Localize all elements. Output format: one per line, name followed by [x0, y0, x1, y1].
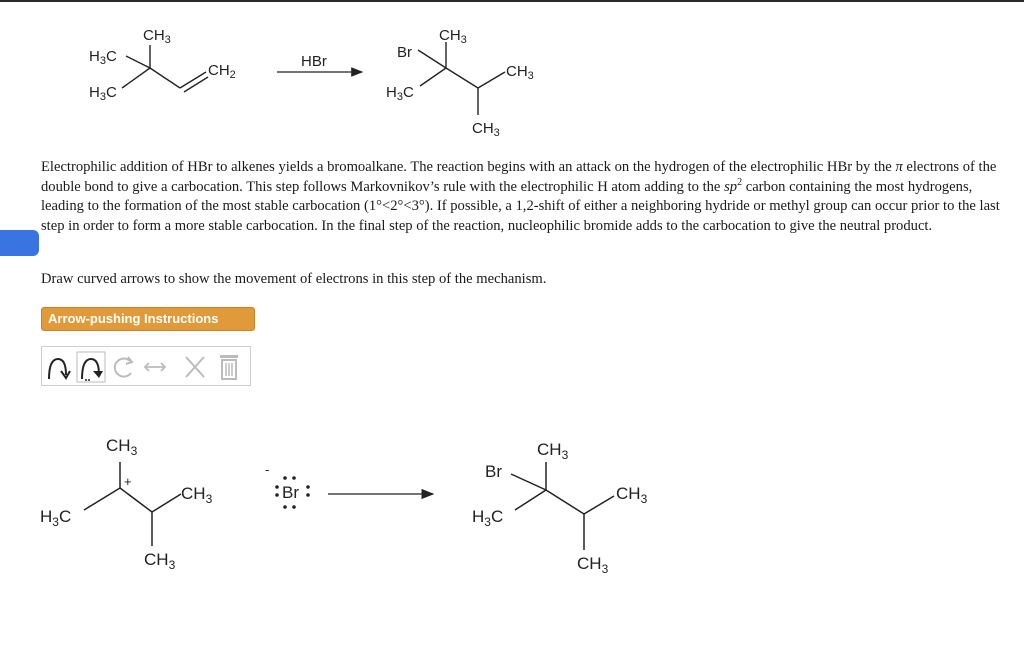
top-product-ch3-right: $CH_3$ [506, 63, 534, 82]
reactant-structure [122, 45, 208, 92]
reactant-h3c-upper: $H_3C$ [89, 48, 117, 67]
carbocation-h3c: $H_3C$ [40, 507, 72, 529]
drawing-toolbar [41, 346, 251, 386]
bromide-label: Br [282, 483, 299, 502]
carbocation-ch3-bottom: $CH_3$ [144, 550, 176, 572]
bromide-charge: - [265, 462, 270, 477]
delete-x-icon[interactable] [180, 351, 210, 383]
trash-icon[interactable] [214, 351, 244, 383]
carbocation-structure [84, 462, 181, 546]
ring-arrow-tool[interactable] [108, 351, 138, 383]
reactant-ch2: $CH_2$ [208, 62, 236, 81]
top-product-ch3-bottom: $CH_3$ [472, 120, 500, 139]
top-product-h3c: $H_3C$ [386, 84, 414, 103]
single-electron-arrow-tool[interactable] [44, 351, 74, 383]
mechanism-product-h3c: $H_3C$ [472, 507, 504, 529]
mechanism-product-ch3-bottom: $CH_3$ [577, 554, 609, 576]
reactant-ch3-top: $CH_3$ [143, 27, 171, 46]
top-product-br: Br [397, 44, 412, 61]
top-product-structure [418, 42, 505, 115]
mechanism-product-br: Br [485, 462, 502, 481]
carbocation-ch3-right: $CH_3$ [181, 484, 213, 506]
top-product-ch3-top: $CH_3$ [439, 27, 467, 46]
reagent-label: HBr [301, 53, 327, 70]
question-prompt: Draw curved arrows to show the movement of electrons in this step of the mechanism. [41, 271, 547, 287]
mechanism-product-structure [511, 462, 614, 550]
mechanism-product-ch3-top: $CH_3$ [537, 440, 569, 462]
description-paragraph: Electrophilic addition of HBr to alkenes yields a bromoalkane. The reaction begins with an attack on the hydrogen of the electrophilic HBr by the π electrons of the double bond to give a carbocation. This step follows Markovnikov’s rule with the electrophilic H atom adding to the $sp^2$ carbon containing the most hydrogens, leading to the formation of the most stable carbocation (1°<2°<3°). If possible, a 1,2-shift of either a neighboring hydride or methyl group can occur prior to the last step in order to form a more stable carbocation. In the final step of the reaction, nucleophilic bromide adds to the carbocation to give the neutral product. [41, 159, 1000, 234]
carbocation-ch3-top: $CH_3$ [106, 436, 138, 458]
carbocation-charge: + [124, 474, 132, 489]
reactant-h3c-lower: $H_3C$ [89, 84, 117, 103]
bromide-ion[interactable] [265, 462, 310, 509]
arrow-pushing-instructions-button[interactable]: Arrow-pushing Instructions [41, 307, 255, 331]
double-electron-arrow-tool[interactable] [76, 351, 106, 383]
resonance-arrow-tool[interactable] [140, 351, 170, 383]
mechanism-product-ch3-right: $CH_3$ [616, 484, 648, 506]
